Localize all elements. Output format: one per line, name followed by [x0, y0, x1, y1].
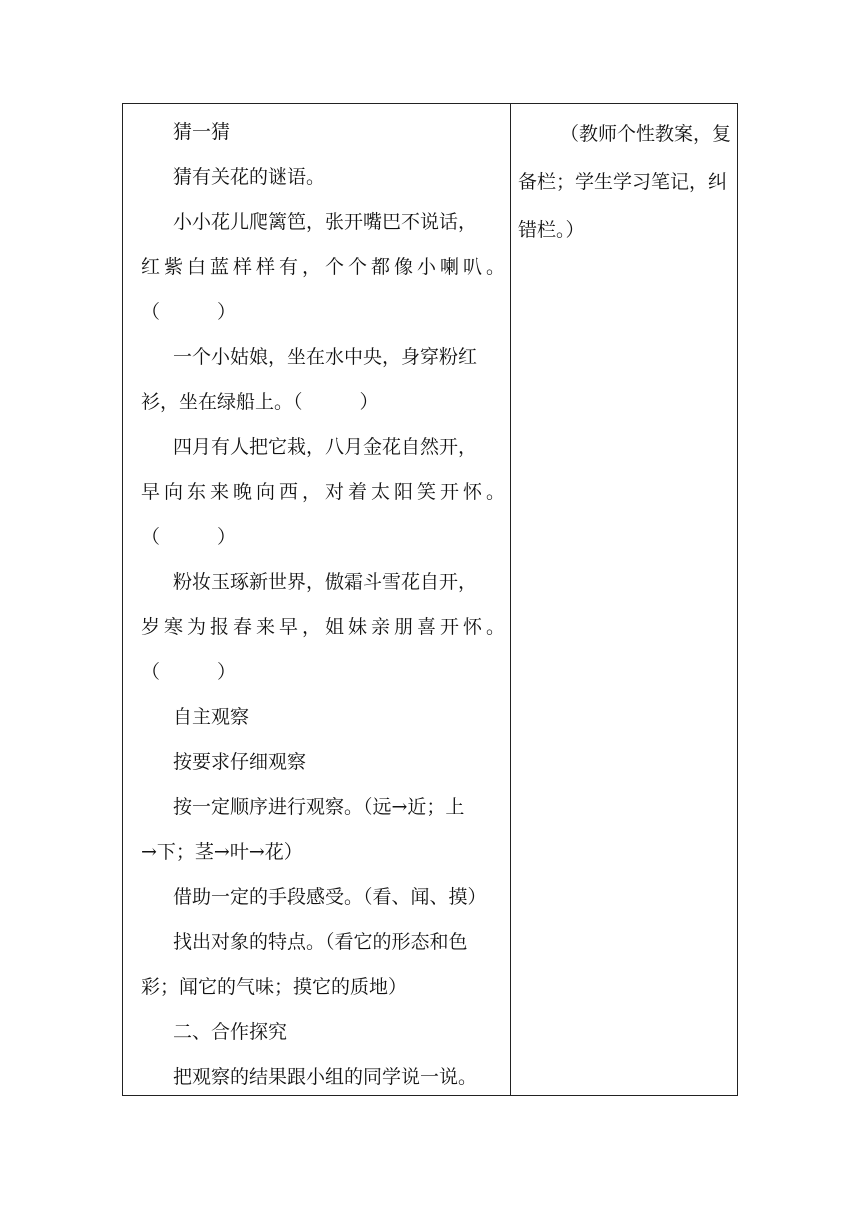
- answer-blank: （ ）: [141, 301, 237, 323]
- text-line: 按要求仔细观察: [173, 751, 307, 773]
- lesson-plan-table: [122, 103, 738, 1096]
- riddle-line: 衫，坐在绿船上。（ ）: [141, 391, 379, 413]
- notes-line: 备栏；学生学习笔记，纠: [518, 171, 728, 193]
- riddle-line: 岁寒为报春来早，姐妹亲朋喜开怀。: [141, 616, 505, 638]
- riddle-line: 四月有人把它栽，八月金花自然开，: [173, 436, 478, 458]
- text-line: 按一定顺序进行观察。（远→近；上: [173, 796, 465, 818]
- section-heading-guess: 猜一猜: [173, 121, 231, 143]
- riddle-line: 小小花儿爬篱笆，张开嘴巴不说话，: [173, 211, 478, 233]
- notes-line: （教师个性教案，复: [560, 123, 732, 145]
- riddle-line: 粉妆玉琢新世界，傲霜斗雪花自开，: [173, 571, 478, 593]
- text-line: 借助一定的手段感受。（看、闻、摸）: [173, 886, 487, 908]
- section-heading-cooperate: 二、合作探究: [173, 1021, 288, 1043]
- riddle-line: 红紫白蓝样样有，个个都像小喇叭。: [141, 256, 505, 278]
- text-line: 把观察的结果跟小组的同学说一说。: [173, 1066, 478, 1088]
- answer-blank: （ ）: [141, 661, 237, 683]
- text-line: 找出对象的特点。（看它的形态和色: [173, 931, 468, 953]
- section-heading-observe: 自主观察: [173, 706, 250, 728]
- riddle-line: 早向东来晚向西，对着太阳笑开怀。: [141, 481, 505, 503]
- column-divider: [510, 104, 511, 1095]
- notes-line: 错栏。）: [518, 219, 585, 241]
- text-line: 猜有关花的谜语。: [173, 166, 326, 188]
- riddle-line: 一个小姑娘，坐在水中央，身穿粉红: [173, 346, 478, 368]
- text-line: →下；茎→叶→花）: [141, 841, 303, 863]
- text-line: 彩；闻它的气味；摸它的质地）: [141, 976, 408, 998]
- answer-blank: （ ）: [141, 526, 237, 548]
- notes-column: [518, 110, 734, 254]
- main-content-column: [141, 110, 505, 1100]
